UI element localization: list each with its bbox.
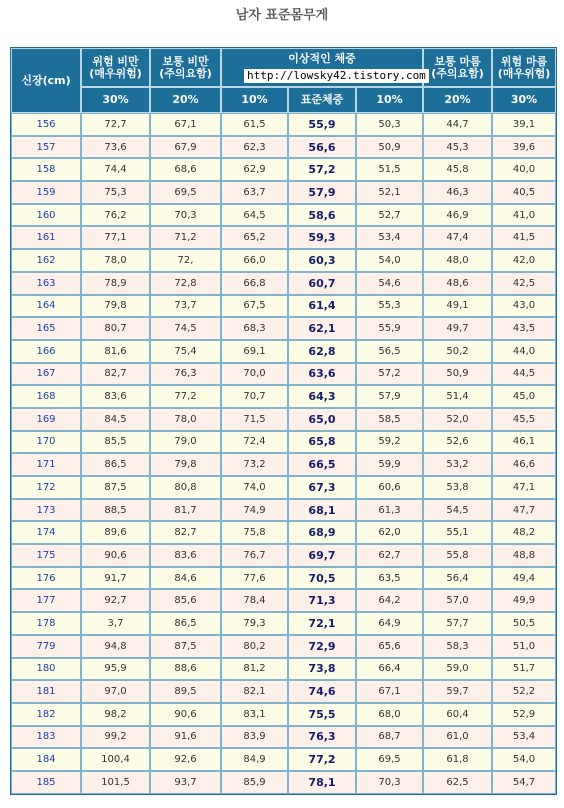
standard-weight-cell: 74,6 — [288, 680, 356, 703]
ideal-minus10-cell: 63,5 — [356, 567, 423, 590]
thin-20-cell: 51,4 — [423, 385, 492, 408]
standard-weight-cell: 62,1 — [288, 317, 356, 340]
table-row — [11, 726, 556, 749]
standard-weight-cell: 57,9 — [288, 181, 356, 204]
ideal-minus10-cell: 68,7 — [356, 726, 423, 749]
obese-20-cell: 68,6 — [150, 158, 221, 181]
obese-20-cell: 71,2 — [150, 226, 221, 249]
standard-weight-cell: 60,3 — [288, 249, 356, 272]
height-cell: 168 — [11, 385, 81, 408]
standard-weight-cell: 55,9 — [288, 113, 356, 136]
height-cell: 779 — [11, 635, 81, 658]
thin-30-cell: 46,6 — [492, 453, 556, 476]
height-cell: 180 — [11, 658, 81, 681]
standard-weight-table — [10, 47, 557, 795]
standard-weight-cell: 76,3 — [288, 726, 356, 749]
obese-20-cell: 72, — [150, 249, 221, 272]
obese-30-cell: 94,8 — [81, 635, 150, 658]
table-row — [11, 408, 556, 431]
table-row — [11, 499, 556, 522]
ideal-minus10-cell: 62,0 — [356, 521, 423, 544]
obese-30-cell: 84,5 — [81, 408, 150, 431]
thin-20-cell: 53,8 — [423, 476, 492, 499]
obese-30-cell: 97,0 — [81, 680, 150, 703]
ideal-minus10-cell: 54,6 — [356, 272, 423, 295]
obese-20-cell: 86,5 — [150, 612, 221, 635]
height-cell: 173 — [11, 499, 81, 522]
height-cell: 162 — [11, 249, 81, 272]
thin-30-cell: 47,7 — [492, 499, 556, 522]
table-row — [11, 658, 556, 681]
obese-30-cell: 72,7 — [81, 113, 150, 136]
thin-30-cell: 41,0 — [492, 204, 556, 227]
table-row — [11, 680, 556, 703]
table-row — [11, 771, 556, 794]
obese-30-cell: 83,6 — [81, 385, 150, 408]
obese-20-cell: 77,2 — [150, 385, 221, 408]
ideal-plus10-cell: 78,4 — [221, 589, 288, 612]
thin-20-cell: 62,5 — [423, 771, 492, 794]
obese-30-cell: 77,1 — [81, 226, 150, 249]
obese-30-cell: 91,7 — [81, 567, 150, 590]
obese-30-cell: 95,9 — [81, 658, 150, 681]
thin-30-cell: 43,0 — [492, 295, 556, 318]
thin-20-cell: 52,0 — [423, 408, 492, 431]
thin-20-cell: 45,8 — [423, 158, 492, 181]
ideal-plus10-cell: 76,7 — [221, 544, 288, 567]
height-cell: 184 — [11, 748, 81, 771]
obese-20-cell: 84,6 — [150, 567, 221, 590]
obese-30-cell: 74,4 — [81, 158, 150, 181]
thin-30-cell: 51,7 — [492, 658, 556, 681]
thin-30-cell: 41,5 — [492, 226, 556, 249]
thin-30-cell: 45,5 — [492, 408, 556, 431]
table-row — [11, 181, 556, 204]
standard-weight-cell: 71,3 — [288, 589, 356, 612]
standard-weight-cell: 59,3 — [288, 226, 356, 249]
thin-20-cell: 55,8 — [423, 544, 492, 567]
obese-20-cell: 72,8 — [150, 272, 221, 295]
thin-20-cell: 61,0 — [423, 726, 492, 749]
subheader-30-minus: 30% — [492, 87, 556, 113]
ideal-plus10-cell: 64,5 — [221, 204, 288, 227]
standard-weight-cell: 67,3 — [288, 476, 356, 499]
thin-20-cell: 48,6 — [423, 272, 492, 295]
standard-weight-cell: 56,6 — [288, 136, 356, 159]
height-cell: 177 — [11, 589, 81, 612]
obese-30-cell: 3,7 — [81, 612, 150, 635]
subheader-10-minus: 10% — [356, 87, 423, 113]
ideal-plus10-cell: 74,0 — [221, 476, 288, 499]
header-ideal-weight: 이상적인 체중 http://lowsky42.tistory.com — [221, 48, 423, 87]
obese-20-cell: 75,4 — [150, 340, 221, 363]
table-row — [11, 453, 556, 476]
ideal-minus10-cell: 53,4 — [356, 226, 423, 249]
table-row — [11, 295, 556, 318]
subheader-10-plus: 10% — [221, 87, 288, 113]
obese-20-cell: 90,6 — [150, 703, 221, 726]
obese-20-cell: 73,7 — [150, 295, 221, 318]
table-row — [11, 340, 556, 363]
ideal-minus10-cell: 64,2 — [356, 589, 423, 612]
ideal-plus10-cell: 73,2 — [221, 453, 288, 476]
thin-20-cell: 58,3 — [423, 635, 492, 658]
ideal-plus10-cell: 66,8 — [221, 272, 288, 295]
obese-20-cell: 78,0 — [150, 408, 221, 431]
obese-20-cell: 76,3 — [150, 363, 221, 386]
ideal-minus10-cell: 62,7 — [356, 544, 423, 567]
height-cell: 185 — [11, 771, 81, 794]
obese-30-cell: 80,7 — [81, 317, 150, 340]
standard-weight-cell: 65,8 — [288, 431, 356, 454]
thin-30-cell: 42,0 — [492, 249, 556, 272]
height-cell: 182 — [11, 703, 81, 726]
ideal-minus10-cell: 52,7 — [356, 204, 423, 227]
thin-30-cell: 49,9 — [492, 589, 556, 612]
thin-20-cell: 45,3 — [423, 136, 492, 159]
standard-weight-cell: 78,1 — [288, 771, 356, 794]
obese-30-cell: 101,5 — [81, 771, 150, 794]
table-row — [11, 136, 556, 159]
thin-30-cell: 52,9 — [492, 703, 556, 726]
height-cell: 174 — [11, 521, 81, 544]
obese-30-cell: 82,7 — [81, 363, 150, 386]
thin-30-cell: 43,5 — [492, 317, 556, 340]
subheader-20-minus: 20% — [423, 87, 492, 113]
obese-30-cell: 99,2 — [81, 726, 150, 749]
thin-20-cell: 59,0 — [423, 658, 492, 681]
ideal-plus10-cell: 62,3 — [221, 136, 288, 159]
table-row — [11, 113, 556, 136]
header-obese-normal: 보통 비만 (주의요함) — [150, 48, 221, 87]
thin-30-cell: 48,2 — [492, 521, 556, 544]
table-row — [11, 635, 556, 658]
height-cell: 181 — [11, 680, 81, 703]
ideal-plus10-cell: 68,3 — [221, 317, 288, 340]
obese-20-cell: 83,6 — [150, 544, 221, 567]
obese-30-cell: 85,5 — [81, 431, 150, 454]
thin-30-cell: 50,5 — [492, 612, 556, 635]
standard-weight-cell: 58,6 — [288, 204, 356, 227]
ideal-minus10-cell: 66,4 — [356, 658, 423, 681]
table-row — [11, 703, 556, 726]
obese-30-cell: 78,9 — [81, 272, 150, 295]
ideal-minus10-cell: 50,9 — [356, 136, 423, 159]
ideal-minus10-cell: 55,9 — [356, 317, 423, 340]
subheader-20-plus: 20% — [150, 87, 221, 113]
obese-20-cell: 89,5 — [150, 680, 221, 703]
height-cell: 163 — [11, 272, 81, 295]
table-body — [11, 113, 556, 794]
thin-20-cell: 61,8 — [423, 748, 492, 771]
obese-20-cell: 87,5 — [150, 635, 221, 658]
height-cell: 157 — [11, 136, 81, 159]
ideal-minus10-cell: 55,3 — [356, 295, 423, 318]
height-cell: 159 — [11, 181, 81, 204]
obese-30-cell: 73,6 — [81, 136, 150, 159]
obese-20-cell: 69,5 — [150, 181, 221, 204]
table-row — [11, 612, 556, 635]
standard-weight-cell: 61,4 — [288, 295, 356, 318]
thin-20-cell: 60,4 — [423, 703, 492, 726]
thin-30-cell: 46,1 — [492, 431, 556, 454]
thin-30-cell: 42,5 — [492, 272, 556, 295]
standard-weight-cell: 70,5 — [288, 567, 356, 590]
ideal-minus10-cell: 68,0 — [356, 703, 423, 726]
obese-30-cell: 79,8 — [81, 295, 150, 318]
table-row — [11, 272, 556, 295]
ideal-plus10-cell: 74,9 — [221, 499, 288, 522]
ideal-minus10-cell: 52,1 — [356, 181, 423, 204]
header-thin-danger: 위험 마름 (매우위험) — [492, 48, 556, 87]
thin-30-cell: 51,0 — [492, 635, 556, 658]
thin-30-cell: 52,2 — [492, 680, 556, 703]
height-cell: 183 — [11, 726, 81, 749]
obese-20-cell: 88,6 — [150, 658, 221, 681]
ideal-plus10-cell: 82,1 — [221, 680, 288, 703]
ideal-plus10-cell: 63,7 — [221, 181, 288, 204]
thin-20-cell: 57,0 — [423, 589, 492, 612]
height-cell: 169 — [11, 408, 81, 431]
table-row — [11, 589, 556, 612]
thin-30-cell: 44,0 — [492, 340, 556, 363]
ideal-minus10-cell: 56,5 — [356, 340, 423, 363]
thin-30-cell: 47,1 — [492, 476, 556, 499]
subheader-30-plus: 30% — [81, 87, 150, 113]
obese-20-cell: 93,7 — [150, 771, 221, 794]
height-cell: 171 — [11, 453, 81, 476]
thin-20-cell: 47,4 — [423, 226, 492, 249]
obese-20-cell: 79,0 — [150, 431, 221, 454]
table-row — [11, 363, 556, 386]
height-cell: 156 — [11, 113, 81, 136]
ideal-minus10-cell: 69,5 — [356, 748, 423, 771]
watermark-url: http://lowsky42.tistory.com — [244, 69, 429, 83]
thin-30-cell: 44,5 — [492, 363, 556, 386]
obese-20-cell: 85,6 — [150, 589, 221, 612]
ideal-plus10-cell: 70,0 — [221, 363, 288, 386]
standard-weight-cell: 65,0 — [288, 408, 356, 431]
thin-20-cell: 59,7 — [423, 680, 492, 703]
thin-20-cell: 56,4 — [423, 567, 492, 590]
thin-20-cell: 46,3 — [423, 181, 492, 204]
thin-20-cell: 49,7 — [423, 317, 492, 340]
obese-30-cell: 87,5 — [81, 476, 150, 499]
ideal-plus10-cell: 80,2 — [221, 635, 288, 658]
table-row — [11, 158, 556, 181]
table-row — [11, 476, 556, 499]
obese-30-cell: 89,6 — [81, 521, 150, 544]
ideal-plus10-cell: 72,4 — [221, 431, 288, 454]
table-row — [11, 431, 556, 454]
thin-20-cell: 52,6 — [423, 431, 492, 454]
table-row — [11, 385, 556, 408]
thin-20-cell: 46,9 — [423, 204, 492, 227]
height-cell: 165 — [11, 317, 81, 340]
weight-table-container — [10, 47, 555, 795]
thin-30-cell: 54,7 — [492, 771, 556, 794]
ideal-plus10-cell: 69,1 — [221, 340, 288, 363]
standard-weight-cell: 57,2 — [288, 158, 356, 181]
thin-30-cell: 53,4 — [492, 726, 556, 749]
ideal-plus10-cell: 71,5 — [221, 408, 288, 431]
table-row — [11, 204, 556, 227]
standard-weight-cell: 73,8 — [288, 658, 356, 681]
standard-weight-cell: 66,5 — [288, 453, 356, 476]
ideal-plus10-cell: 70,7 — [221, 385, 288, 408]
thin-30-cell: 45,0 — [492, 385, 556, 408]
ideal-plus10-cell: 66,0 — [221, 249, 288, 272]
ideal-plus10-cell: 81,2 — [221, 658, 288, 681]
table-row — [11, 567, 556, 590]
obese-30-cell: 81,6 — [81, 340, 150, 363]
thin-20-cell: 55,1 — [423, 521, 492, 544]
ideal-plus10-cell: 75,8 — [221, 521, 288, 544]
ideal-plus10-cell: 62,9 — [221, 158, 288, 181]
standard-weight-cell: 68,9 — [288, 521, 356, 544]
ideal-minus10-cell: 51,5 — [356, 158, 423, 181]
height-cell: 170 — [11, 431, 81, 454]
ideal-plus10-cell: 67,5 — [221, 295, 288, 318]
thin-30-cell: 39,6 — [492, 136, 556, 159]
standard-weight-cell: 72,9 — [288, 635, 356, 658]
header-thin-normal: 보통 마름 (주의요함) — [423, 48, 492, 87]
thin-30-cell: 40,5 — [492, 181, 556, 204]
height-cell: 166 — [11, 340, 81, 363]
height-cell: 167 — [11, 363, 81, 386]
obese-20-cell: 79,8 — [150, 453, 221, 476]
subheader-standard: 표준체중 — [288, 87, 356, 113]
table-row — [11, 521, 556, 544]
height-cell: 158 — [11, 158, 81, 181]
ideal-plus10-cell: 84,9 — [221, 748, 288, 771]
ideal-plus10-cell: 65,2 — [221, 226, 288, 249]
standard-weight-cell: 64,3 — [288, 385, 356, 408]
thin-20-cell: 49,1 — [423, 295, 492, 318]
header-obese-danger: 위험 비만 (매우위험) — [81, 48, 150, 87]
standard-weight-cell: 77,2 — [288, 748, 356, 771]
thin-20-cell: 50,2 — [423, 340, 492, 363]
table-row — [11, 249, 556, 272]
obese-30-cell: 90,6 — [81, 544, 150, 567]
thin-20-cell: 50,9 — [423, 363, 492, 386]
ideal-minus10-cell: 57,9 — [356, 385, 423, 408]
thin-20-cell: 44,7 — [423, 113, 492, 136]
height-cell: 172 — [11, 476, 81, 499]
ideal-plus10-cell: 83,9 — [221, 726, 288, 749]
table-row — [11, 226, 556, 249]
standard-weight-cell: 72,1 — [288, 612, 356, 635]
ideal-minus10-cell: 58,5 — [356, 408, 423, 431]
thin-20-cell: 54,5 — [423, 499, 492, 522]
thin-30-cell: 54,0 — [492, 748, 556, 771]
thin-30-cell: 48,8 — [492, 544, 556, 567]
obese-30-cell: 100,4 — [81, 748, 150, 771]
thin-20-cell: 53,2 — [423, 453, 492, 476]
ideal-minus10-cell: 61,3 — [356, 499, 423, 522]
height-cell: 164 — [11, 295, 81, 318]
obese-20-cell: 80,8 — [150, 476, 221, 499]
ideal-plus10-cell: 77,6 — [221, 567, 288, 590]
obese-20-cell: 67,9 — [150, 136, 221, 159]
obese-30-cell: 98,2 — [81, 703, 150, 726]
ideal-minus10-cell: 65,6 — [356, 635, 423, 658]
ideal-plus10-cell: 85,9 — [221, 771, 288, 794]
obese-30-cell: 88,5 — [81, 499, 150, 522]
obese-20-cell: 67,1 — [150, 113, 221, 136]
header-height: 신장(cm) — [11, 48, 81, 113]
thin-20-cell: 57,7 — [423, 612, 492, 635]
page-title: 남자 표준몸무게 — [235, 8, 329, 23]
ideal-minus10-cell: 59,2 — [356, 431, 423, 454]
standard-weight-cell: 68,1 — [288, 499, 356, 522]
thin-30-cell: 40,0 — [492, 158, 556, 181]
obese-20-cell: 74,5 — [150, 317, 221, 340]
ideal-minus10-cell: 59,9 — [356, 453, 423, 476]
ideal-minus10-cell: 64,9 — [356, 612, 423, 635]
thin-30-cell: 39,1 — [492, 113, 556, 136]
obese-20-cell: 70,3 — [150, 204, 221, 227]
table-row — [11, 317, 556, 340]
height-cell: 178 — [11, 612, 81, 635]
ideal-minus10-cell: 54,0 — [356, 249, 423, 272]
obese-30-cell: 76,2 — [81, 204, 150, 227]
obese-20-cell: 82,7 — [150, 521, 221, 544]
table-row — [11, 544, 556, 567]
ideal-minus10-cell: 60,6 — [356, 476, 423, 499]
ideal-minus10-cell: 50,3 — [356, 113, 423, 136]
table-row — [11, 748, 556, 771]
ideal-plus10-cell: 61,5 — [221, 113, 288, 136]
ideal-minus10-cell: 67,1 — [356, 680, 423, 703]
obese-30-cell: 92,7 — [81, 589, 150, 612]
thin-20-cell: 48,0 — [423, 249, 492, 272]
ideal-plus10-cell: 79,3 — [221, 612, 288, 635]
height-cell: 160 — [11, 204, 81, 227]
standard-weight-cell: 62,8 — [288, 340, 356, 363]
height-cell: 175 — [11, 544, 81, 567]
standard-weight-cell: 75,5 — [288, 703, 356, 726]
obese-30-cell: 75,3 — [81, 181, 150, 204]
obese-30-cell: 78,0 — [81, 249, 150, 272]
height-cell: 176 — [11, 567, 81, 590]
height-cell: 161 — [11, 226, 81, 249]
ideal-plus10-cell: 83,1 — [221, 703, 288, 726]
obese-20-cell: 92,6 — [150, 748, 221, 771]
obese-20-cell: 91,6 — [150, 726, 221, 749]
obese-30-cell: 86,5 — [81, 453, 150, 476]
thin-30-cell: 49,4 — [492, 567, 556, 590]
standard-weight-cell: 60,7 — [288, 272, 356, 295]
standard-weight-cell: 63,6 — [288, 363, 356, 386]
ideal-minus10-cell: 70,3 — [356, 771, 423, 794]
ideal-minus10-cell: 57,2 — [356, 363, 423, 386]
obese-20-cell: 81,7 — [150, 499, 221, 522]
standard-weight-cell: 69,7 — [288, 544, 356, 567]
